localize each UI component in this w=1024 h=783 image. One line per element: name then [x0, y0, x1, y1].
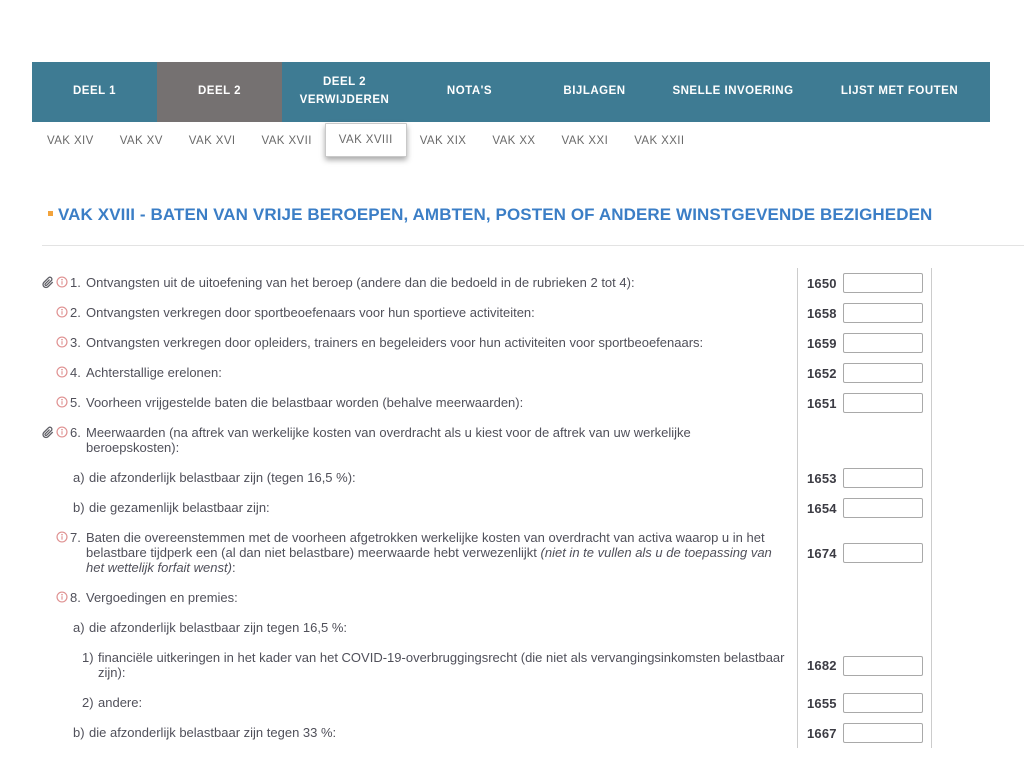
info-icon[interactable] — [56, 276, 68, 289]
field-1651[interactable] — [843, 393, 923, 413]
row-text: andere: — [98, 695, 143, 710]
row-label — [42, 583, 797, 613]
field-1655[interactable] — [843, 693, 923, 713]
row-label — [42, 298, 797, 328]
field-1674[interactable] — [843, 543, 923, 563]
vak-tab-vak-xv[interactable]: VAK XV — [119, 135, 163, 147]
row-number: 5. — [70, 395, 81, 410]
row-label — [42, 388, 797, 418]
row-label — [42, 358, 797, 388]
form-row — [42, 688, 932, 718]
row-icons — [42, 590, 68, 603]
nav-tab-bijlagen[interactable]: BIJLAGEN — [563, 85, 626, 98]
code-1655: 1655 — [807, 695, 837, 711]
form-row — [42, 418, 932, 463]
row-text: Meerwaarden (na aftrek van werkelijke kosten van overdracht als u kiest voor de aftrek van uw werkelijke beroepskosten): — [86, 425, 691, 455]
vak-tab-vak-xviii[interactable]: VAK XVIII — [325, 123, 407, 157]
row-text-italic: (niet in te vullen als u de toepassing van het wettelijk forfait wenst) — [86, 545, 772, 575]
form-row — [42, 388, 932, 418]
paperclip-icon[interactable] — [42, 276, 54, 289]
form-row — [42, 298, 932, 328]
info-icon[interactable] — [56, 336, 68, 348]
row-icons — [42, 425, 68, 439]
code-1652: 1652 — [807, 365, 837, 381]
code-1674: 1674 — [807, 545, 837, 561]
row-number: 2) — [82, 695, 94, 710]
row-number: a) — [73, 620, 85, 635]
row-number: 4. — [70, 365, 81, 380]
row-label — [42, 418, 797, 463]
page-title-text: VAK XVIII - BATEN VAN VRIJE BEROEPEN, AMBTEN, POSTEN OF ANDERE WINSTGEVENDE BEZIGHEDEN — [58, 205, 933, 225]
row-number: b) — [73, 725, 85, 740]
row-code-cell — [797, 388, 932, 418]
row-label — [42, 463, 797, 493]
row-text: Ontvangsten verkregen door sportbeoefenaars voor hun sportieve activiteiten: — [86, 305, 535, 320]
field-1659[interactable] — [843, 333, 923, 353]
form-row — [42, 718, 932, 748]
title-divider — [42, 245, 1024, 246]
row-code-cell — [797, 718, 932, 748]
row-icons — [42, 335, 68, 348]
vak-tab-bar — [34, 122, 697, 160]
row-code-cell — [797, 418, 932, 463]
row-number: b) — [73, 500, 85, 515]
row-code-cell — [797, 523, 932, 583]
row-number: 3. — [70, 335, 81, 350]
code-1650: 1650 — [807, 275, 837, 291]
page-title — [48, 205, 932, 225]
field-1658[interactable] — [843, 303, 923, 323]
row-number: 1) — [82, 650, 94, 665]
vak-tab-vak-xix[interactable]: VAK XIX — [419, 135, 467, 147]
nav-tab-deel-2[interactable]: DEEL 2 — [157, 62, 282, 122]
vak-tab-vak-xvi[interactable]: VAK XVI — [188, 135, 236, 147]
row-code-cell — [797, 328, 932, 358]
form-row — [42, 643, 932, 688]
row-code-cell — [797, 643, 932, 688]
row-code-cell — [797, 613, 932, 643]
row-number: 2. — [70, 305, 81, 320]
row-code-cell — [797, 493, 932, 523]
row-text: die gezamenlijk belastbaar zijn: — [89, 500, 270, 515]
row-text: die afzonderlijk belastbaar zijn (tegen 16,5 %): — [89, 470, 356, 485]
form-row — [42, 358, 932, 388]
field-1682[interactable] — [843, 656, 923, 676]
row-text: die afzonderlijk belastbaar zijn tegen 16,5 %: — [89, 620, 347, 635]
main-navbar — [32, 62, 990, 122]
row-code-cell — [797, 298, 932, 328]
row-icons — [42, 275, 68, 289]
row-label — [42, 268, 797, 298]
nav-tab-snelle-invoering[interactable]: SNELLE INVOERING — [672, 85, 794, 98]
row-number: 8. — [70, 590, 81, 605]
field-1654[interactable] — [843, 498, 923, 518]
code-1651: 1651 — [807, 395, 837, 411]
row-code-cell — [797, 268, 932, 298]
form-row — [42, 268, 932, 298]
form-row — [42, 523, 932, 583]
field-1652[interactable] — [843, 363, 923, 383]
vak-tab-vak-xx[interactable]: VAK XX — [492, 135, 536, 147]
row-number: 1. — [70, 275, 81, 290]
row-code-cell — [797, 358, 932, 388]
row-label — [42, 493, 797, 523]
vak-tab-vak-xxii[interactable]: VAK XXII — [634, 135, 685, 147]
row-icons — [42, 305, 68, 318]
row-label — [42, 643, 797, 688]
row-number: 7. — [70, 530, 81, 545]
row-icons — [42, 530, 68, 543]
form-row — [42, 583, 932, 613]
row-icons — [42, 395, 68, 408]
code-1667: 1667 — [807, 725, 837, 741]
row-number: 6. — [70, 425, 81, 440]
row-label — [42, 718, 797, 748]
row-text: Ontvangsten verkregen door opleiders, trainers en begeleiders voor hun activiteiten voor sportbeoefenaars: — [86, 335, 704, 350]
info-icon[interactable] — [56, 591, 68, 603]
vak-xviii-form — [42, 268, 932, 748]
row-code-cell — [797, 583, 932, 613]
row-code-cell — [797, 463, 932, 493]
field-1653[interactable] — [843, 468, 923, 488]
row-icons — [42, 365, 68, 378]
field-1650[interactable] — [843, 273, 923, 293]
form-row — [42, 328, 932, 358]
code-1658: 1658 — [807, 305, 837, 321]
nav-tab-nota-s[interactable]: NOTA'S — [446, 85, 493, 98]
nav-tab-deel-1[interactable]: DEEL 1 — [72, 85, 117, 98]
nav-tab-deel-2-verwijderen[interactable]: DEEL 2 VERWIJDEREN — [299, 76, 390, 106]
row-label — [42, 613, 797, 643]
vak-tab-vak-xiv[interactable]: VAK XIV — [47, 135, 94, 147]
code-1682: 1682 — [807, 658, 837, 673]
row-label — [42, 328, 797, 358]
info-icon[interactable] — [56, 531, 68, 543]
info-icon[interactable] — [56, 426, 68, 439]
row-label — [42, 688, 797, 718]
row-label — [42, 523, 797, 583]
form-row — [42, 493, 932, 523]
info-icon[interactable] — [56, 366, 68, 378]
code-1659: 1659 — [807, 335, 837, 351]
nav-tab-lijst-met-fouten[interactable]: LIJST MET FOUTEN — [840, 85, 959, 98]
row-text: Ontvangsten uit de uitoefening van het beroep (andere dan die bedoeld in de rubrieken 2 tot 4): — [86, 275, 635, 290]
code-1654: 1654 — [807, 500, 837, 516]
info-icon[interactable] — [56, 396, 68, 408]
title-bullet-icon — [48, 211, 53, 216]
row-text: Voorheen vrijgestelde baten die belastbaar worden (behalve meerwaarden): — [86, 395, 524, 410]
code-1653: 1653 — [807, 470, 837, 486]
row-text: financiële uitkeringen in het kader van het COVID-19-overbruggingsrecht (die niet als vervangingsinkomsten belastbaar zijn): — [98, 650, 785, 680]
row-text: Vergoedingen en premies: — [86, 590, 238, 605]
paperclip-icon[interactable] — [42, 426, 54, 439]
row-number: a) — [73, 470, 85, 485]
field-1667[interactable] — [843, 723, 923, 743]
row-text: Baten die overeenstemmen met de voorheen afgetrokken werkelijke kosten van overdracht van activa waarop u in het belastbare tijdperk een (al dan niet belastbare) meerwaarde hebt verwezenlijkt (niet in te vullen als u de toepassing van het wettelijk forfait wenst): — [86, 530, 772, 575]
row-code-cell — [797, 688, 932, 718]
form-row — [42, 613, 932, 643]
form-row — [42, 463, 932, 493]
info-icon[interactable] — [56, 306, 68, 318]
row-text: die afzonderlijk belastbaar zijn tegen 33 %: — [89, 725, 337, 740]
vak-tab-vak-xvii[interactable]: VAK XVII — [261, 135, 312, 147]
row-text: Achterstallige erelonen: — [86, 365, 222, 380]
vak-tab-vak-xxi[interactable]: VAK XXI — [561, 135, 609, 147]
